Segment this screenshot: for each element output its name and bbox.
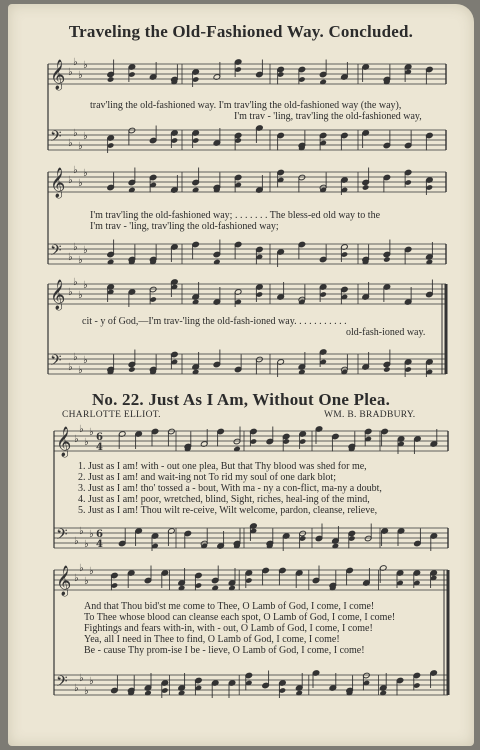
lyric-line-3: cit - y of God,—I'm trav-'ling the old-fash-ioned way. . . . . . . . . . . bbox=[82, 316, 347, 327]
flat-sign-icon: ♭ bbox=[83, 355, 88, 366]
flat-sign-icon: ♭ bbox=[89, 529, 94, 540]
treble-clef-icon: 𝄞 bbox=[50, 60, 66, 90]
flat-sign-icon: ♭ bbox=[78, 290, 83, 301]
verse-b-1: And that Thou bid'st me come to Thee, O Lamb of God, I come, I come! bbox=[84, 601, 375, 612]
verse-b-3: Fightings and fears with-in, with - out, O Lamb of God, I come, I come! bbox=[84, 623, 373, 634]
flat-sign-icon: ♭ bbox=[73, 165, 78, 176]
bass-clef-icon: 𝄢 bbox=[56, 526, 68, 547]
flat-sign-icon: ♭ bbox=[68, 362, 73, 373]
flat-sign-icon: ♭ bbox=[74, 536, 79, 547]
time-signature: 4 bbox=[96, 442, 103, 453]
hymnal-page bbox=[8, 4, 474, 746]
flat-sign-icon: ♭ bbox=[83, 168, 88, 179]
flat-sign-icon: ♭ bbox=[89, 566, 94, 577]
lyric-line-2: I'm trav'ling the old-fashioned way; . . . . . . . The bless-ed old way to the bbox=[90, 210, 381, 221]
flat-sign-icon: ♭ bbox=[79, 526, 84, 537]
time-signature: 6 bbox=[96, 432, 103, 443]
flat-sign-icon: ♭ bbox=[74, 683, 79, 694]
flat-sign-icon: ♭ bbox=[78, 141, 83, 152]
song-title-traveling: Traveling the Old-Fashioned Way. Concluded. bbox=[68, 22, 414, 41]
lyric-echo-2: I'm trav - 'ling, trav'ling the old-fashioned way; bbox=[90, 221, 279, 232]
note-head bbox=[383, 366, 391, 373]
verse-a-3: 3. Just as I am! tho' tossed a - bout, With ma - ny a con-flict, ma-ny a doubt, bbox=[78, 483, 382, 494]
flat-sign-icon: ♭ bbox=[74, 434, 79, 445]
treble-clef-icon: 𝄞 bbox=[50, 168, 66, 198]
note-head bbox=[362, 184, 370, 191]
flat-sign-icon: ♭ bbox=[83, 131, 88, 142]
flat-sign-icon: ♭ bbox=[78, 70, 83, 81]
flat-sign-icon: ♭ bbox=[78, 365, 83, 376]
flat-sign-icon: ♭ bbox=[73, 128, 78, 139]
flat-sign-icon: ♭ bbox=[78, 255, 83, 266]
flat-sign-icon: ♭ bbox=[89, 427, 94, 438]
lyric-line-1: trav'ling the old-fashioned way. I'm trav'ling the old-fashioned way (the way), bbox=[90, 100, 402, 111]
flat-sign-icon: ♭ bbox=[68, 287, 73, 298]
flat-sign-icon: ♭ bbox=[73, 277, 78, 288]
flat-sign-icon: ♭ bbox=[73, 352, 78, 363]
verse-b-4: Yea, all I need in Thee to find, O Lamb of God, I come, I come! bbox=[84, 634, 340, 645]
treble-clef-icon: 𝄞 bbox=[56, 566, 72, 596]
treble-clef-icon: 𝄞 bbox=[56, 427, 72, 457]
note-head bbox=[128, 366, 136, 373]
flat-sign-icon: ♭ bbox=[79, 563, 84, 574]
verse-b-2: To Thee whose blood can cleanse each spot, O Lamb of God, I come, I come! bbox=[84, 612, 396, 623]
time-signature: 4 bbox=[96, 539, 103, 550]
flat-sign-icon: ♭ bbox=[73, 242, 78, 253]
flat-sign-icon: ♭ bbox=[79, 424, 84, 435]
flat-sign-icon: ♭ bbox=[68, 252, 73, 263]
flat-sign-icon: ♭ bbox=[74, 573, 79, 584]
verse-a-5: 5. Just as I am! Thou wilt re-ceive, Wilt welcome, pardon, cleanse, relieve, bbox=[78, 505, 378, 516]
composer-credit: WM. B. BRADBURY. bbox=[324, 410, 416, 420]
flat-sign-icon: ♭ bbox=[68, 175, 73, 186]
flat-sign-icon: ♭ bbox=[78, 178, 83, 189]
flat-sign-icon: ♭ bbox=[84, 437, 89, 448]
bass-clef-icon: 𝄢 bbox=[50, 128, 62, 149]
flat-sign-icon: ♭ bbox=[68, 138, 73, 149]
flat-sign-icon: ♭ bbox=[84, 576, 89, 587]
flat-sign-icon: ♭ bbox=[68, 67, 73, 78]
time-signature: 6 bbox=[96, 529, 103, 540]
verse-a-1: 1. Just as I am! with - out one plea, But that Thy blood was shed for me, bbox=[78, 461, 367, 472]
bass-clef-icon: 𝄢 bbox=[50, 352, 62, 373]
verse-a-4: 4. Just as I am! poor, wretched, blind, Sight, riches, heal-ing of the mind, bbox=[78, 494, 370, 505]
note-head bbox=[383, 256, 391, 263]
lyric-echo-1: I'm trav - 'ling, trav'ling the old-fashioned way, bbox=[234, 111, 422, 122]
flat-sign-icon: ♭ bbox=[83, 60, 88, 71]
song-title-just-as-i-am: No. 22. Just As I Am, Without One Plea. bbox=[91, 390, 391, 409]
flat-sign-icon: ♭ bbox=[84, 539, 89, 550]
bass-clef-icon: 𝄢 bbox=[50, 242, 62, 263]
verse-b-5: Be - cause Thy prom-ise I be - lieve, O Lamb of God, I come, I come! bbox=[84, 645, 365, 656]
author-credit: CHARLOTTE ELLIOT. bbox=[62, 410, 161, 420]
flat-sign-icon: ♭ bbox=[84, 686, 89, 697]
flat-sign-icon: ♭ bbox=[83, 245, 88, 256]
flat-sign-icon: ♭ bbox=[79, 673, 84, 684]
lyric-echo-3: old-fash-ioned way. bbox=[346, 327, 426, 338]
bass-clef-icon: 𝄢 bbox=[56, 673, 68, 694]
note-head bbox=[107, 76, 115, 83]
flat-sign-icon: ♭ bbox=[73, 57, 78, 68]
verse-a-2: 2. Just as I am! and wait-ing not To rid my soul of one dark blot; bbox=[78, 472, 336, 483]
flat-sign-icon: ♭ bbox=[89, 676, 94, 687]
flat-sign-icon: ♭ bbox=[83, 280, 88, 291]
treble-clef-icon: 𝄞 bbox=[50, 280, 66, 310]
